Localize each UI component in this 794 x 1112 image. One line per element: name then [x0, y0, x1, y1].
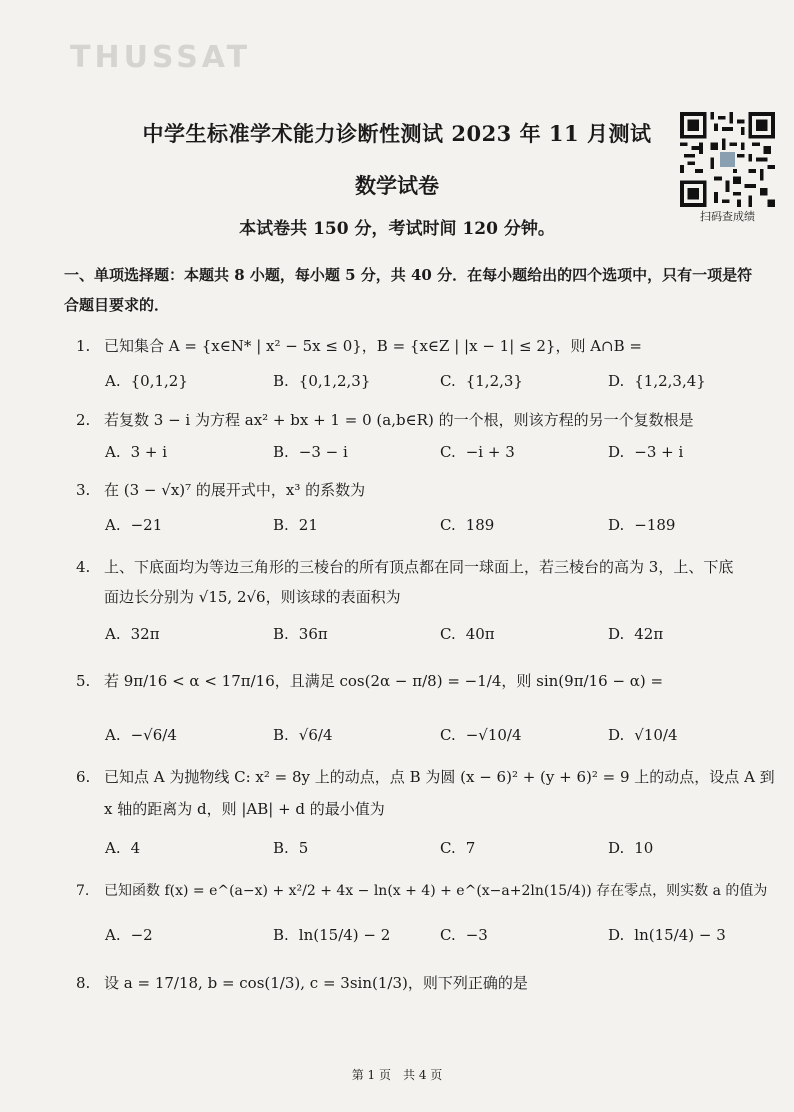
option-b[interactable]: B. ln(15/4) − 2: [273, 926, 391, 944]
option-a[interactable]: A. 4: [105, 839, 141, 857]
corner-watermark: THUSSAT: [70, 40, 252, 75]
question-stem-cont: x 轴的距离为 d，则 |AB| + d 的最小值为: [104, 800, 385, 818]
option-b[interactable]: B. 36π: [273, 625, 328, 643]
question-stem: 已知集合 A = {x∈N* | x² − 5x ≤ 0}，B = {x∈Z | |x − 1| ≤ 2}，则 A∩B =: [104, 337, 642, 355]
option-b[interactable]: B. {0,1,2,3}: [273, 372, 371, 390]
page-footer: 第 1 页 共 4 页: [351, 1068, 443, 1082]
question-5: 5. 若 9π/16 < α < 17π/16，且满足 cos(2α − π/8) = −1/4，则 sin(9π/16 − α) =: [76, 672, 664, 690]
options-q3: [105, 516, 745, 540]
option-a[interactable]: A. 3 + i: [105, 443, 168, 461]
option-c[interactable]: C. −√10/4: [440, 726, 522, 744]
options-q4: [105, 625, 745, 649]
question-6: 6. 已知点 A 为抛物线 C: x² = 8y 上的动点，点 B 为圆 (x − 6)² + (y + 6)² = 9 上的动点，设点 A 到 x 轴的距离为 d，则 |AB| + d 的最小值为: [76, 766, 776, 823]
option-d[interactable]: D. 10: [608, 839, 654, 857]
option-c[interactable]: C. 189: [440, 516, 495, 534]
option-a[interactable]: A. 32π: [105, 625, 160, 643]
option-c[interactable]: C. −3: [440, 926, 488, 944]
option-a[interactable]: A. −√6/4: [105, 726, 177, 744]
question-7: 7. 已知函数 f(x) = e^(a−x) + x²/2 + 4x − ln(x + 4) + e^(x−a+2ln(15/4)) 存在零点，则实数 a 的值为: [76, 883, 768, 899]
question-number: 1.: [76, 337, 91, 355]
question-1: [76, 335, 776, 356]
question-4: 4. 上、下底面均为等边三角形的三棱台的所有顶点都在同一球面上，若三棱台的高为 3，上、下底 面边长分别为 √15, 2√6，则该球的表面积为: [76, 556, 776, 611]
option-c[interactable]: C. {1,2,3}: [440, 372, 523, 390]
options-q2: [105, 443, 745, 467]
option-c[interactable]: C. 40π: [440, 625, 495, 643]
option-b[interactable]: B. −3 − i: [273, 443, 348, 461]
options-q6: [105, 839, 745, 863]
exam-subject: 数学试卷: [355, 173, 439, 198]
qr-code-icon[interactable]: [680, 112, 775, 207]
section-heading: 一、单项选择题：本题共 8 小题，每小题 5 分，共 40 分．在每小题给出的四个选项中，只有一项是符合题目要求的．: [64, 266, 753, 314]
option-a[interactable]: A. {0,1,2}: [105, 372, 188, 390]
question-stem-cont: 面边长分别为 √15, 2√6，则该球的表面积为: [104, 588, 401, 606]
option-d[interactable]: D. √10/4: [608, 726, 678, 744]
option-d[interactable]: D. {1,2,3,4}: [608, 372, 706, 390]
option-c[interactable]: C. 7: [440, 839, 476, 857]
option-a[interactable]: A. −2: [105, 926, 153, 944]
option-b[interactable]: B. √6/4: [273, 726, 333, 744]
option-c[interactable]: C. −i + 3: [440, 443, 515, 461]
question-3: 3. 在 (3 − √x)⁷ 的展开式中，x³ 的系数为: [76, 481, 366, 499]
options-q1: [105, 372, 745, 396]
option-b[interactable]: B. 21: [273, 516, 318, 534]
question-2: 2. 若复数 3 − i 为方程 ax² + bx + 1 = 0 (a,b∈R) 的一个根，则该方程的另一个复数根是: [76, 411, 694, 429]
option-d[interactable]: D. 42π: [608, 625, 664, 643]
option-d[interactable]: D. −189: [608, 516, 676, 534]
question-8: 8. 设 a = 17/18, b = cos(1/3), c = 3sin(1/3)，则下列正确的是: [76, 974, 528, 992]
option-b[interactable]: B. 5: [273, 839, 309, 857]
option-d[interactable]: D. −3 + i: [608, 443, 684, 461]
option-a[interactable]: A. −21: [105, 516, 163, 534]
options-q7: [105, 926, 745, 950]
qr-label: 扫码查成绩: [700, 210, 755, 223]
options-q5: [105, 726, 745, 750]
option-d[interactable]: D. ln(15/4) − 3: [608, 926, 726, 944]
exam-info: 本试卷共 150 分，考试时间 120 分钟。: [239, 219, 555, 239]
exam-title: 中学生标准学术能力诊断性测试 2023 年 11 月测试: [142, 121, 652, 146]
